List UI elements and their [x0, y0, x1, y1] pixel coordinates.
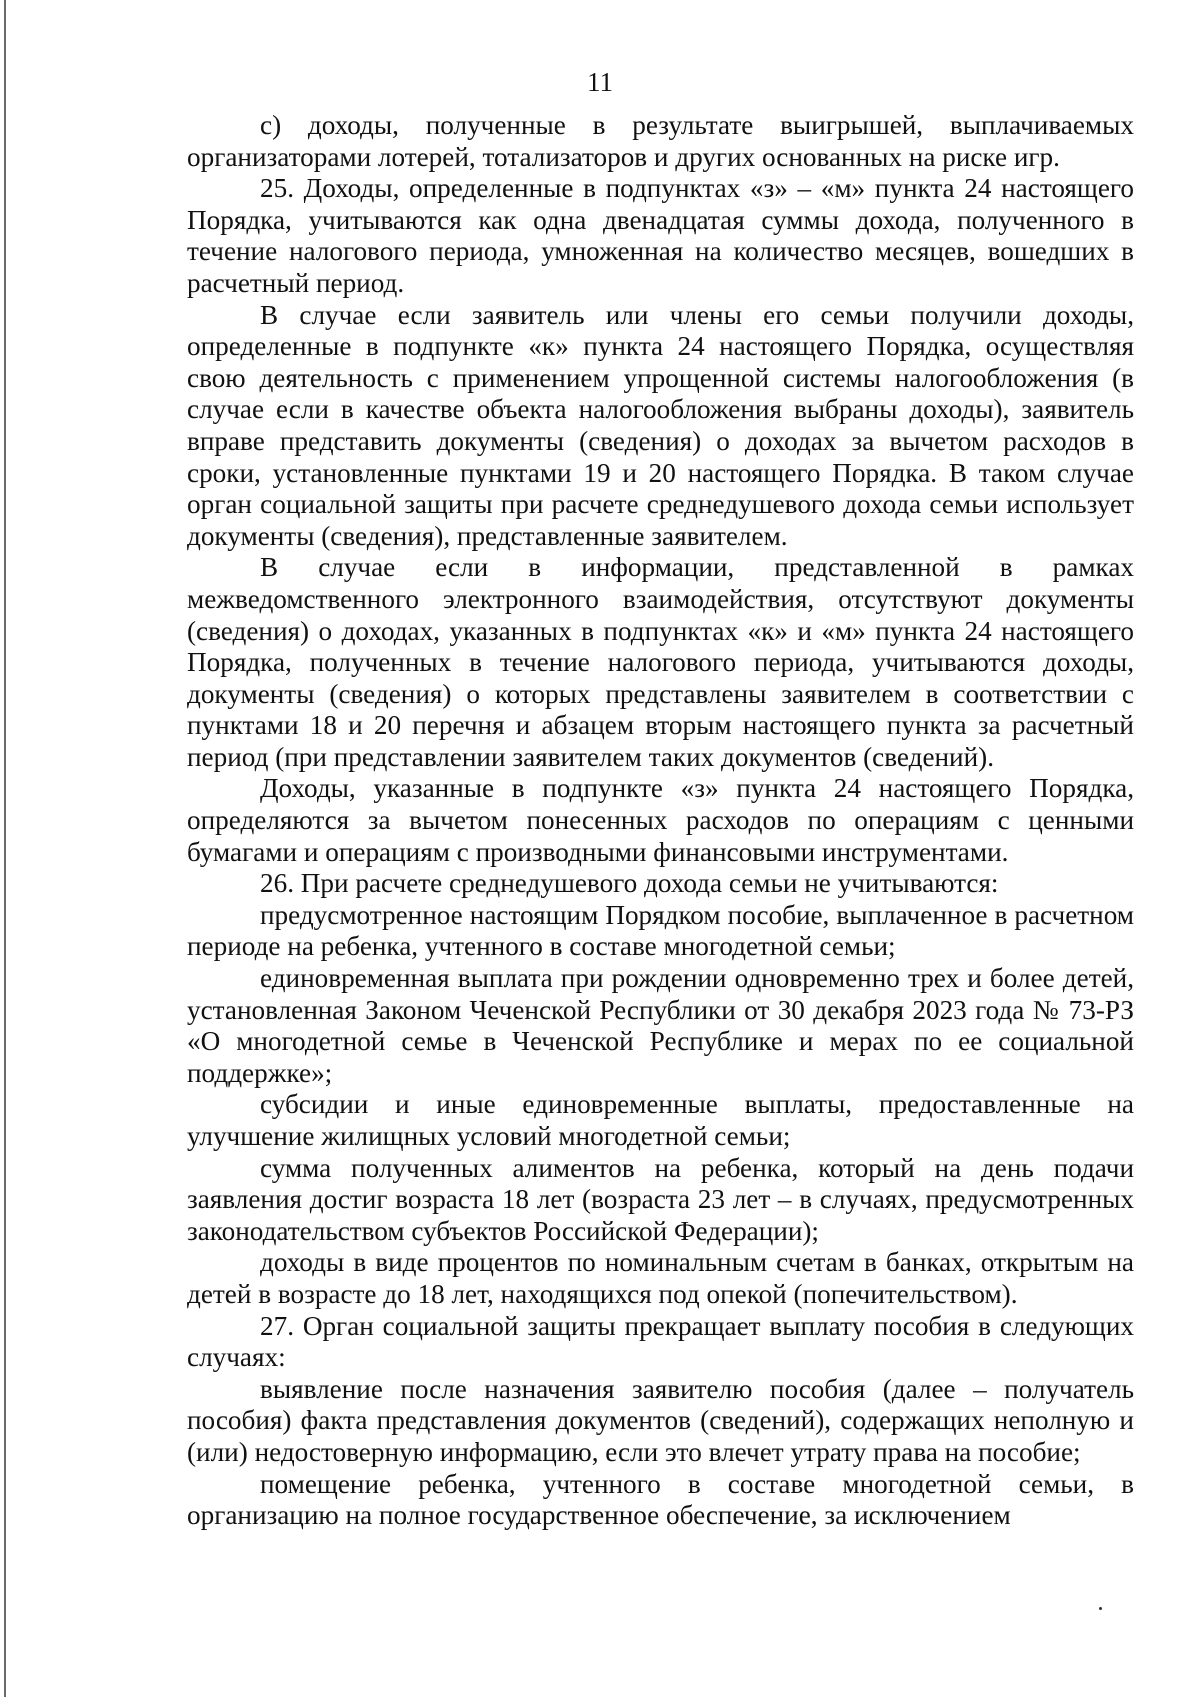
paragraph-simplified-taxation: В случае если заявитель или члены его семьи получили доходы, определенные в подпункте «к» пункта 24 настоящего Порядка, осуществляя свою деятельность с применением упрощенной системы налогообложения (в случае если в качестве объекта налогообложения выбраны доходы), заявитель вправе представить документы (сведения) о доходах за вычетом расходов в сроки, установленные пунктами 19 и 20 настоящего Порядка. В таком случае орган социальной защиты при расчете среднедушевого дохода семьи использует документы (сведения), представленные заявителем. — [187, 299, 1134, 551]
paragraph-exclusion-alimony: сумма полученных алиментов на ребенка, который на день подачи заявления достиг возраста 18 лет (возраста 23 лет – в случаях, предусмотренных законодательством субъектов Российской Федерации); — [187, 1152, 1134, 1246]
paragraph-termination-placement: помещение ребенка, учтенного в составе многодетной семьи, в организацию на полное государственное обеспечение, за исключением — [187, 1468, 1134, 1531]
page-number: 11 — [587, 67, 613, 97]
scan-speck — [1099, 1607, 1102, 1610]
paragraph-item-27: 27. Орган социальной защиты прекращает выплату пособия в следующих случаях: — [187, 1310, 1134, 1373]
paragraph-interagency-info: В случае если в информации, представленной в рамках межведомственного электронного взаимодействия, отсутствуют документы (сведения) о доходах, указанных в подпунктах «к» и «м» пункта 24 настоящего Порядка, полученных в течение налогового периода, учитываются доходы, документы (сведения) о которых представлены заявителем в соответствии с пунктами 18 и 20 перечня и абзацем вторым настоящего пункта за расчетный период (при представлении заявителем таких документов (сведений). — [187, 552, 1134, 772]
paragraph-exclusion-benefit: предусмотренное настоящим Порядком пособие, выплаченное в расчетном периоде на ребенка, учтенного в составе многодетной семьи; — [187, 899, 1134, 962]
document-body — [187, 110, 1134, 1532]
scan-edge-line — [4, 0, 6, 1697]
paragraph-subitem-s: с) доходы, полученные в результате выигрышей, выплачиваемых организаторами лотерей, тотализаторов и других основанных на риске игр. — [187, 110, 1134, 172]
paragraph-exclusion-interest: доходы в виде процентов по номинальным счетам в банках, открытым на детей в возрасте до 18 лет, находящихся под опекой (попечительством). — [187, 1247, 1134, 1309]
paragraph-item-25: 25. Доходы, определенные в подпунктах «з» – «м» пункта 24 настоящего Порядка, учитываются как одна двенадцатая суммы дохода, полученного в течение налогового периода, умноженная на количество месяцев, вошедших в расчетный период. — [187, 173, 1134, 298]
paragraph-exclusion-subsidies: субсидии и иные единовременные выплаты, предоставленные на улучшение жилищных условий многодетной семьи; — [187, 1089, 1134, 1151]
paragraph-securities-income: Доходы, указанные в подпункте «з» пункта 24 настоящего Порядка, определяются за вычетом понесенных расходов по операциям с ценными бумагами и операциям с производными финансовыми инструментами. — [187, 773, 1134, 867]
paragraph-exclusion-lump-sum: единовременная выплата при рождении одновременно трех и более детей, установленная Законом Чеченской Республики от 30 декабря 2023 года № 73-РЗ «О многодетной семье в Чеченской Республике и мерах по ее социальной поддержке»; — [187, 963, 1134, 1088]
paragraph-termination-false-info: выявление после назначения заявителю пособия (далее – получатель пособия) факта представления документов (сведений), содержащих неполную и (или) недостоверную информацию, если это влечет утрату права на пособие; — [187, 1373, 1134, 1467]
paragraph-item-26: 26. При расчете среднедушевого дохода семьи не учитываются: — [260, 868, 999, 899]
